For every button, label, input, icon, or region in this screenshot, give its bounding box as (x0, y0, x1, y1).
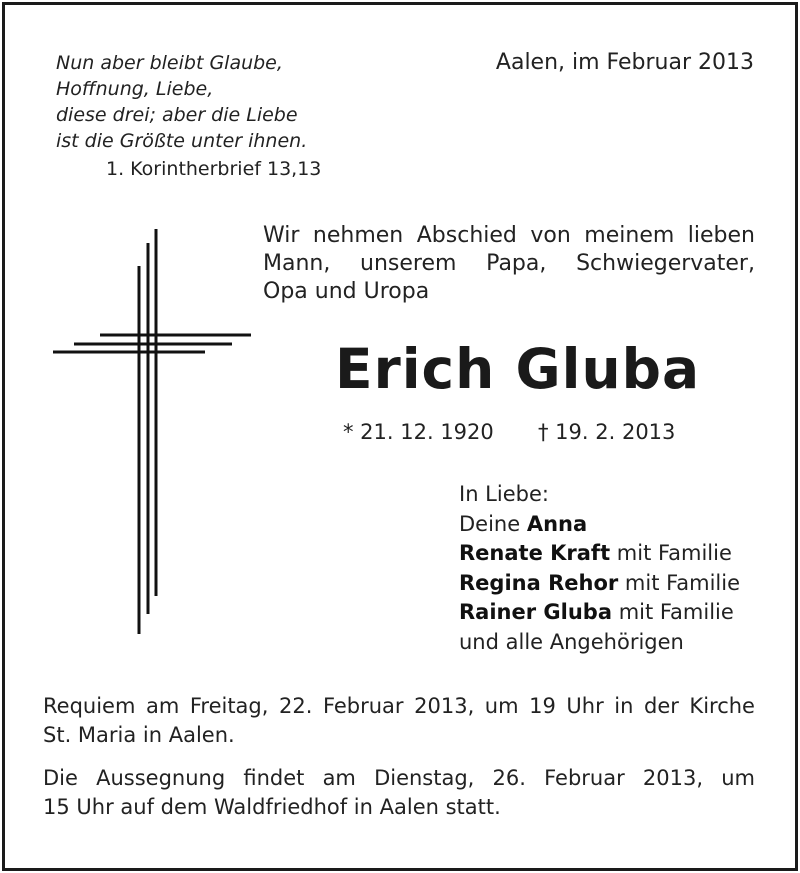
requiem-notice (43, 692, 755, 750)
blessing-notice (43, 764, 755, 822)
requiem-word: Freitag, (189, 694, 269, 718)
mourner-entry (459, 510, 740, 540)
farewell-intro (263, 222, 755, 306)
verse-line: ist die Größte unter ihnen. (56, 130, 308, 152)
intro-line: Opa und Uropa (263, 279, 430, 304)
mourner-prefix: Deine (459, 511, 527, 536)
mourner-suffix: mit Familie (618, 600, 734, 624)
blessing-line: 15 Uhr auf dem Waldfriedhof in Aalen statt. (43, 795, 501, 819)
blessing-word: 2013, (642, 766, 704, 790)
blessing-word: um (721, 766, 755, 790)
place-date: Aalen, im Februar 2013 (495, 50, 754, 75)
blessing-word: 26. (492, 766, 526, 790)
mourner-entry (459, 539, 740, 569)
deceased-name: Erich Gluba (335, 337, 701, 401)
blessing-word: Februar (544, 766, 625, 790)
blessing-word: findet (243, 766, 305, 790)
requiem-line: St. Maria in Aalen. (43, 723, 235, 747)
mourner-name: Rainer Gluba (459, 600, 612, 624)
blessing-word: am (322, 766, 356, 790)
requiem-word: Kirche (689, 694, 755, 718)
requiem-word: 19 (529, 694, 556, 718)
intro-word: Schwiegervater, (576, 251, 755, 276)
blessing-word: Aussegnung (96, 766, 226, 790)
death-date: † 19. 2. 2013 (538, 420, 676, 444)
mourners-list (459, 480, 740, 657)
requiem-word: um (484, 694, 519, 718)
verse-line: diese drei; aber die Liebe (56, 104, 298, 126)
blessing-word: Dienstag, (374, 766, 475, 790)
mourner-suffix: mit Familie (624, 570, 741, 595)
mourner-name: Renate Kraft (459, 541, 611, 565)
verse-reference: 1. Korintherbrief 13,13 (106, 158, 322, 180)
requiem-word: Februar (322, 694, 404, 718)
verse-line: Hoffnung, Liebe, (56, 78, 214, 100)
blessing-word: Die (43, 766, 78, 790)
mourner-suffix: mit Familie (616, 541, 732, 565)
intro-word: unserem (360, 251, 457, 276)
intro-word: Abschied (416, 223, 517, 248)
intro-word: von (530, 223, 571, 248)
birth-date: * 21. 12. 1920 (343, 420, 494, 444)
intro-word: meinem (584, 223, 675, 248)
mourners-closing: und alle Angehörigen (459, 629, 684, 654)
verse-line: Nun aber bleibt Glaube, (56, 52, 283, 74)
requiem-word: der (643, 694, 679, 718)
intro-word: lieben (687, 223, 755, 248)
requiem-word: Requiem (43, 694, 136, 718)
mourner-entry (459, 569, 740, 599)
requiem-word: Uhr (566, 694, 604, 718)
mourner-name: Regina Rehor (459, 570, 619, 595)
intro-word: Papa, (486, 251, 547, 276)
requiem-word: am (145, 694, 180, 718)
mourner-name: Anna (526, 511, 588, 536)
cross-icon (0, 0, 260, 640)
intro-word: Mann, (263, 251, 331, 276)
requiem-word: 2013, (414, 694, 475, 718)
mourner-entry (459, 598, 740, 628)
mourners-heading: In Liebe: (459, 482, 549, 506)
requiem-word: in (614, 694, 634, 718)
requiem-word: 22. (278, 694, 313, 718)
intro-word: Wir (263, 223, 300, 248)
intro-word: nehmen (312, 223, 404, 248)
